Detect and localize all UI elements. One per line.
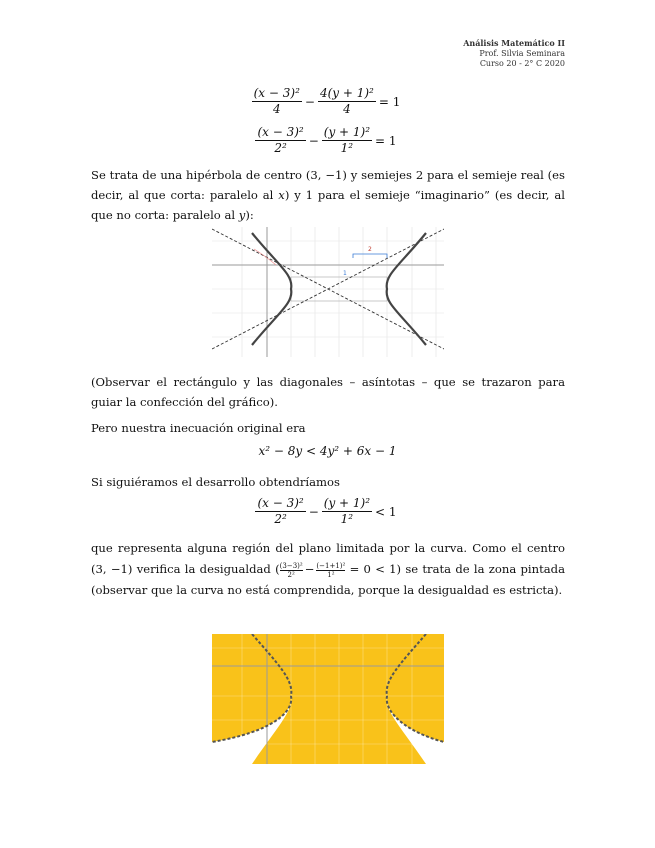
eq4-rhs: < 1 [375,504,397,519]
header-course: Curso 20 - 2° C 2020 [479,59,565,68]
figure-shaded-region [212,634,444,764]
shaded-region-svg [212,634,444,764]
eq1-den-1: 4 [272,102,281,116]
semi-axis-label-b: 1 [343,270,347,277]
semi-axis-label-a: 2 [368,246,372,253]
paragraph-5 [91,538,565,601]
eq4-den-1: 2² [274,512,287,526]
header-title: Análisis Matemático II [463,38,565,48]
para5-frac-2 [316,562,345,579]
para5-text-b: = 0 < 1) se trata de la zona pintada (observar que la curva no está comprendida, porque la desigualdad es estricta). [91,562,565,597]
para5-frac-1 [280,562,303,579]
eq4-den-2: 1² [340,512,354,526]
eq2-rhs: = 1 [375,133,397,148]
eq2-frac-1 [255,125,305,156]
eq2-den-2: 1² [340,141,354,155]
para5-frac1-den: 2² [287,570,295,579]
header-author: Prof. Silvia Seminara [479,48,565,58]
eq2-op: − [308,133,319,148]
eq4-num-1: (x − 3)² [257,496,304,510]
eq4-frac-2 [322,496,372,527]
eq2-num-2: (y + 1)² [323,125,371,139]
para5-text-a: que representa alguna región del plano limitada por la curva. Como el centro (3, −1) verifica la desigualdad ( [91,541,565,576]
eq4-num-2: (y + 1)² [323,496,371,510]
paragraph-1 [91,165,565,225]
eq2-frac-2 [322,125,372,156]
eq1-op: − [304,94,315,109]
para1-var-y: y [238,208,246,222]
paragraph-2: (Observar el rectángulo y las diagonales – asíntotas – que se trazaron para guiar la confección del gráfico). [91,375,565,409]
equation-2 [0,125,655,156]
eq4-op: − [308,504,319,519]
figure-hyperbola-graph [212,227,444,357]
para1-text-a: Se trata de una hipérbola de centro (3, −1) y semiejes 2 para el semieje real (es decir, al que corta: paralelo al [91,168,565,202]
para5-minus: − [304,562,315,576]
equation-4 [0,496,655,527]
para5-frac2-num: (−1+1)² [316,561,346,570]
eq1-rhs: = 1 [378,94,401,109]
para1-var-x: x [278,188,285,202]
eq1-num-2: 4(y + 1)² [319,86,374,100]
para5-frac1-num: (3−3)² [279,561,303,570]
eq2-num-1: (x − 3)² [257,125,304,139]
eq4-frac-1 [255,496,305,527]
eq1-den-2: 4 [343,102,351,116]
equation-1 [0,86,655,117]
eq1-frac-1 [252,86,302,117]
paragraph-3: Pero nuestra inecuación original era [91,421,306,435]
hyperbola-graph-svg [212,227,444,357]
eq1-frac-2 [318,86,376,117]
page-header [463,38,565,70]
paragraph-4: Si siguiéramos el desarrollo obtendríamos [91,475,340,489]
equation-3: x² − 8y < 4y² + 6x − 1 [258,444,397,458]
para1-text-c: ): [245,208,254,222]
eq2-den-1: 2² [274,141,287,155]
para5-frac2-den: 1² [327,570,335,579]
para1-text-b: ) y 1 para el semieje “imaginario” (es decir, al que no corta: paralelo al [91,188,565,222]
eq1-num-1: (x − 3)² [253,86,300,100]
